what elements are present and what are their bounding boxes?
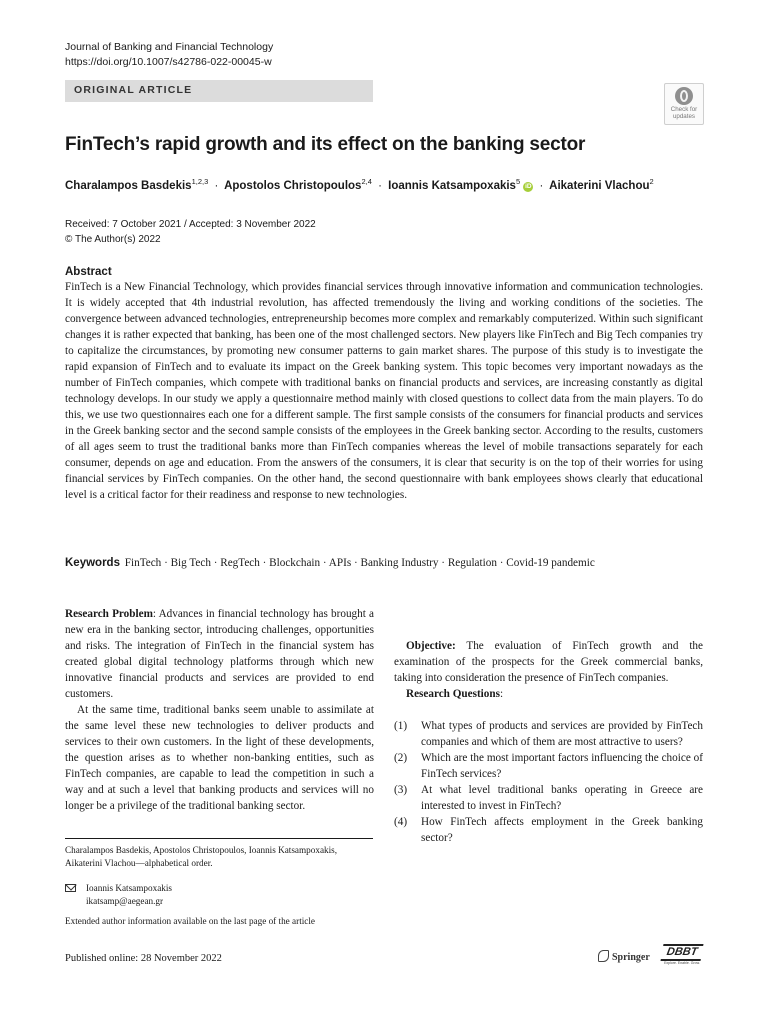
list-item — [394, 718, 703, 750]
author-list — [65, 177, 654, 192]
corresponding-author-name: Ioannis Katsampoxakis — [86, 883, 172, 893]
research-questions-label: Research Questions — [406, 688, 500, 700]
body-left-column — [65, 606, 374, 830]
corresponding-author-email[interactable]: ikatsamp@aegean.gr — [86, 896, 164, 906]
check-updates-icon — [675, 87, 693, 105]
list-item-number: (4) — [394, 816, 408, 828]
research-problem-text: : Advances in financial technology has brought a new era in the banking sector, introducing challenges, opportunities and risks. The integration of FinTech in the financial system has created global digital technology platforms through which new innovative financial products and services are provided to end customers. — [65, 608, 374, 700]
article-type-label: ORIGINAL ARTICLE — [74, 84, 193, 96]
list-item — [394, 782, 703, 814]
article-dates — [65, 217, 316, 247]
footnote-divider — [65, 838, 373, 839]
author-separator: · — [539, 179, 544, 192]
check-updates-label: Check for updates — [670, 106, 698, 120]
orcid-icon[interactable]: iD — [525, 182, 532, 190]
body-paragraph-continued — [394, 606, 703, 638]
research-questions-list — [394, 718, 703, 846]
research-questions-heading: Research Questions: — [406, 688, 504, 700]
extended-author-info: Extended author information available on the last page of the article — [65, 916, 316, 926]
envelope-icon — [65, 884, 76, 892]
body-right-column — [394, 606, 703, 846]
article-title: FinTech’s rapid growth and its effect on the banking sector — [65, 134, 586, 155]
author-affiliation: 5 — [515, 177, 521, 186]
list-item-number: (1) — [394, 720, 408, 732]
abstract-text: FinTech is a New Financial Technology, which provides financial services through innovative information and communication technologies. It is widely accepted that 4th industrial revolution, has affected tremendously the living and working conditions of the societies. The convergence between advanced technologies, entrepreneurship becomes more complex and remarkably computerized. Within such significant changes it is rather expected that banking, has been one of the most challenged sectors. New players like FinTech and Big Tech companies try to capitalize the circumstances, by promoting new consumer patterns to gain market shares. The purpose of this study is to investigate the rapid expansion of FinTech and to evaluate its impact on the Greek banking system. This topic becomes very important nowadays as the number of FinTech companies, which compete with traditional banks on financial products and services, are increasing constantly as digital technology develops. In our study we apply a questionnaire method mainly with closed questions to collect data from the main players. To do this, we use two questionnaires each one for a different sample. The first sample consists of the consumers for financial products and services in the Greek banking sector and the second sample consists of the employees in the Greek banking sector. According to the results, customers of all ages seem to trust the traditional banks more than FinTech companies whereas the level of mobile transactions separately for each consumer, depends on age and education. From the answers of the consumers, it is clear that security is on the top of their worries for using financial services by FinTech companies. On the other hand, the second questionnaire with bank employees shows clearly that educational level is a critical factor for their readiness and response to new technologies. — [65, 281, 703, 501]
keywords-line — [65, 557, 725, 569]
list-item-text: How FinTech affects employment in the Greek banking sector? — [421, 816, 703, 844]
list-item — [394, 750, 703, 782]
objective-text: The evaluation of FinTech growth and the examination of the prospects for the Greek commercial banks, taking into consideration the presence of FinTech companies. — [394, 640, 703, 684]
dbbt-logo: DBBT Explore. Enable. Grow. — [662, 944, 702, 966]
author-name[interactable]: Charalampos Basdekis — [65, 179, 192, 192]
research-problem-label: Research Problem — [65, 608, 153, 620]
doi-link[interactable]: https://doi.org/10.1007/s42786-022-00045-w — [65, 56, 272, 68]
article-type-banner — [65, 80, 373, 102]
list-item-text: Which are the most important factors influencing the choice of FinTech services? — [421, 752, 703, 780]
author-name[interactable]: Aikaterini Vlachou — [549, 179, 650, 192]
springer-horse-icon — [598, 950, 609, 962]
author-name[interactable]: Apostolos Christopoulos — [224, 179, 362, 192]
published-date: Published online: 28 November 2022 — [65, 953, 222, 964]
author-order-footnote: Charalampos Basdekis, Apostolos Christopoulos, Ioannis Katsampoxakis, Aikaterini Vlachou—alphabetical order. — [65, 845, 338, 868]
check-for-updates-button[interactable] — [664, 83, 704, 125]
keywords-label: Keywords — [65, 557, 120, 569]
research-problem-paragraph — [65, 606, 374, 702]
author-affiliation: 2 — [649, 177, 654, 186]
publisher-name: Springer — [612, 952, 650, 963]
author-separator: · — [214, 179, 219, 192]
list-item-number: (2) — [394, 752, 408, 764]
body-paragraph: At the same time, traditional banks seem unable to assimilate at the same level these new technologies to deliver products and services to their own customers. In the light of these developments, the question arises as to whether non-banking entities, such as FinTech companies, are capable to lead the competition in such a way and at such a level that banking products and services will no longer be a privilege of the traditional banking sector. — [65, 704, 374, 812]
objective-paragraph — [394, 638, 703, 686]
journal-header — [65, 40, 273, 70]
copyright-notice: © The Author(s) 2022 — [65, 234, 161, 245]
list-item-text: What types of products and services are provided by FinTech companies and which of them are most attractive to users? — [421, 720, 703, 748]
keywords-list: FinTech · Big Tech · RegTech · Blockchain · APIs · Banking Industry · Regulation · Covid-19 pandemic — [124, 557, 595, 569]
journal-name: Journal of Banking and Financial Technology — [65, 41, 274, 53]
author-name[interactable]: Ioannis Katsampoxakis — [388, 179, 516, 192]
springer-logo — [598, 950, 650, 963]
author-affiliation: 1,2,3 — [191, 177, 209, 186]
list-item-text: At what level traditional banks operating in Greece are interested to invest in FinTech? — [421, 784, 703, 812]
corresponding-author — [65, 882, 373, 908]
abstract-section — [65, 266, 703, 503]
author-affiliation: 2,4 — [361, 177, 372, 186]
received-accepted-date: Received: 7 October 2021 / Accepted: 3 November 2022 — [65, 219, 316, 230]
list-item — [394, 814, 703, 846]
author-separator: · — [378, 179, 382, 192]
abstract-heading: Abstract — [65, 266, 112, 278]
list-item-number: (3) — [394, 784, 408, 796]
objective-label: Objective: — [406, 640, 456, 652]
